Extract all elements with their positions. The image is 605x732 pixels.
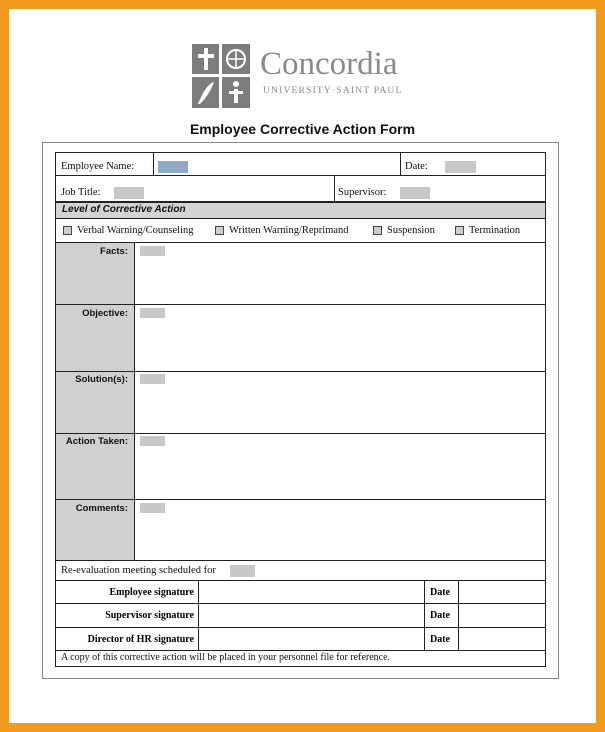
verbal-warning-checkbox[interactable]	[63, 226, 72, 235]
date-label: Date:	[405, 161, 428, 172]
objective-label: Objective:	[82, 308, 128, 319]
solutions-field[interactable]	[140, 374, 165, 384]
verbal-warning-label: Verbal Warning/Counseling	[77, 225, 194, 236]
objective-field[interactable]	[140, 308, 165, 318]
written-warning-checkbox[interactable]	[215, 226, 224, 235]
employee-signature-date-field[interactable]	[460, 583, 545, 602]
level-heading: Level of Corrective Action	[62, 204, 186, 215]
reevaluation-field[interactable]	[230, 565, 255, 577]
comments-label: Comments:	[75, 503, 128, 514]
solutions-label: Solution(s):	[75, 374, 128, 385]
reevaluation-label: Re-evaluation meeting scheduled for	[61, 565, 216, 576]
university-crest-icon	[192, 44, 250, 108]
comments-field[interactable]	[140, 503, 165, 513]
director-hr-signature-date-field[interactable]	[460, 629, 545, 650]
university-name: Concordia	[260, 46, 398, 82]
suspension-checkbox[interactable]	[373, 226, 382, 235]
facts-field[interactable]	[140, 246, 165, 256]
termination-label: Termination	[469, 225, 521, 236]
footer-note: A copy of this corrective action will be placed in your personnel file for reference.	[61, 652, 391, 663]
action-taken-field[interactable]	[140, 436, 165, 446]
supervisor-signature-label: Supervisor signature	[105, 610, 194, 621]
action-taken-label: Action Taken:	[65, 436, 128, 447]
university-logo	[192, 44, 422, 110]
supervisor-label: Supervisor:	[338, 187, 387, 198]
supervisor-signature-field[interactable]	[200, 605, 423, 626]
job-title-field[interactable]	[114, 187, 144, 199]
employee-name-label: Employee Name:	[61, 161, 135, 172]
director-hr-signature-field[interactable]	[200, 629, 423, 650]
employee-name-field[interactable]	[158, 161, 188, 173]
employee-signature-date-label: Date	[430, 587, 450, 598]
facts-label: Facts:	[100, 246, 128, 257]
termination-checkbox[interactable]	[455, 226, 464, 235]
date-field[interactable]	[445, 161, 476, 173]
director-hr-signature-date-label: Date	[430, 634, 450, 645]
form-title: Employee Corrective Action Form	[189, 121, 416, 137]
supervisor-signature-date-label: Date	[430, 610, 450, 621]
suspension-label: Suspension	[387, 225, 435, 236]
supervisor-field[interactable]	[400, 187, 430, 199]
director-hr-signature-label: Director of HR signature	[87, 634, 194, 645]
university-subtitle: UNIVERSITY·SAINT PAUL	[263, 86, 403, 96]
job-title-label: Job Title:	[61, 187, 101, 198]
employee-signature-field[interactable]	[200, 583, 423, 602]
written-warning-label: Written Warning/Reprimand	[229, 225, 349, 236]
supervisor-signature-date-field[interactable]	[460, 605, 545, 626]
employee-signature-label: Employee signature	[109, 587, 194, 598]
